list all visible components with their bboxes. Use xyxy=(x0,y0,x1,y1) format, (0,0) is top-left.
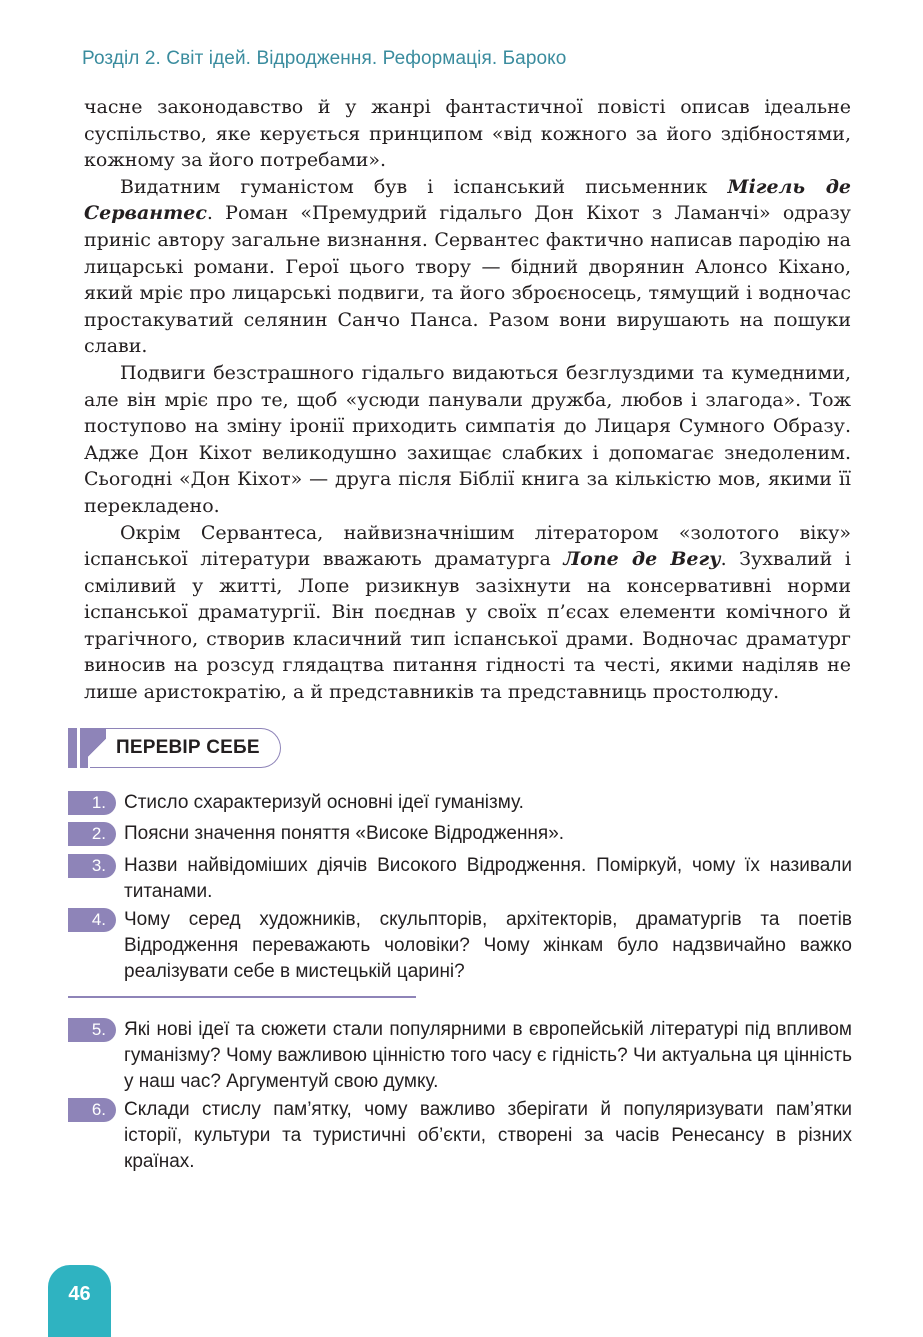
running-header: Розділ 2. Світ ідей. Відродження. Реформація. Бароко xyxy=(82,48,567,69)
paragraph-2-end: . Роман «Премудрий гідальго Дон Кіхот з Ламанчі» одразу приніс автору загальне визнання. Сервантес фактично написав пародію на лицарські романи. Герої цього твору — бідний дворянин Алонсо Кіхано, який мріє про лицарські подвиги, та його зброєносець, тямущий і водночас простакуватий селянин Санчо Панса. Разом вони вирушають на пошуки слави. xyxy=(84,202,851,358)
main-text xyxy=(84,94,851,706)
question-text: Стисло схарактеризуй основні ідеї гуманізму. xyxy=(124,792,524,813)
paragraph-4 xyxy=(84,520,851,706)
header-stripe-decoration xyxy=(80,728,88,768)
question-number-badge: 2. xyxy=(68,822,116,846)
author-name-lope: Лопе де Вегу xyxy=(563,548,721,571)
question-number-badge: 1. xyxy=(68,791,116,815)
paragraph-2 xyxy=(84,174,851,360)
check-yourself-header xyxy=(68,728,284,768)
paragraph-3: Подвиги безстрашного гідальго видаються безглуздими та кумедними, але він мріє про те, щоб «усюди панували дружба, любов і злагода». Тож поступово на зміну іронії приходить симпатія до Лицаря Сумного Образу. Адже Дон Кіхот великодушно захищає слабких і допомагає знедоленим. Сьогодні «Дон Кіхот» — друга після Біблії книга за кількістю мов, якими її перекладено. xyxy=(84,361,851,517)
question-text: Поясни значення поняття «Високе Відродження». xyxy=(124,823,565,844)
check-yourself-title: ПЕРЕВІР СЕБЕ xyxy=(116,737,260,758)
paragraph-2-start: Видатним гуманістом був і іспанський письменник xyxy=(120,175,728,198)
question-number-badge: 5. xyxy=(68,1018,116,1042)
header-corner-decoration xyxy=(88,728,106,768)
question-number-badge: 6. xyxy=(68,1098,116,1122)
paragraph-4-start: Окрім Сервантеса, найвизначнішим літератором «золотого віку» іспанської літератури вважають драматурга xyxy=(84,521,851,571)
question-text: Чому серед художників, скульпторів, архітекторів, драматургів та поетів Відродження переважають чоловіки? Чому жінкам було надзвичайно важко реалізувати себе в мистецькій царині? xyxy=(124,909,852,982)
page-number: 46 xyxy=(48,1265,111,1337)
question-number-badge: 3. xyxy=(68,854,116,878)
paragraph-4-end: . Зухвалий і сміливий у житті, Лопе ризикнув зазіхнути на консервативні норми іспанської драматургії. Він поєднав у своїх п’єсах елементи комічного й трагічного, створив класичний тип іспанської драми. Водночас драматург виносив на розсуд глядацтва питання гідності та честі, якими наділяв не лише аристократію, а й представників та представниць простолюду. xyxy=(84,548,852,704)
author-name-cervantes: Мігель де Сервантес xyxy=(84,175,851,225)
paragraph-1: часне законодавство й у жанрі фантастичної повісті описав ідеальне суспільство, яке керується принципом «від кожного за його здібностями, кожному за його потребами». xyxy=(84,96,851,172)
question-text: Назви найвідоміших діячів Високого Відродження. Поміркуй, чому їх називали титанами. xyxy=(124,855,852,902)
question-text: Склади стислу пам’ятку, чому важливо зберігати й популяризувати пам’ятки історії, культури та туристичні об’єкти, створені за часів Ренесансу в різних країнах. xyxy=(124,1099,852,1172)
question-text: Які нові ідеї та сюжети стали популярними в європейській літературі під впливом гуманізму? Чому важливою цінністю того часу є гідність? Чи актуальна ця цінність у наш час? Аргументуй свою думку. xyxy=(124,1019,852,1092)
section-divider xyxy=(68,996,416,998)
header-stripe-decoration xyxy=(68,728,77,768)
question-number-badge: 4. xyxy=(68,908,116,932)
